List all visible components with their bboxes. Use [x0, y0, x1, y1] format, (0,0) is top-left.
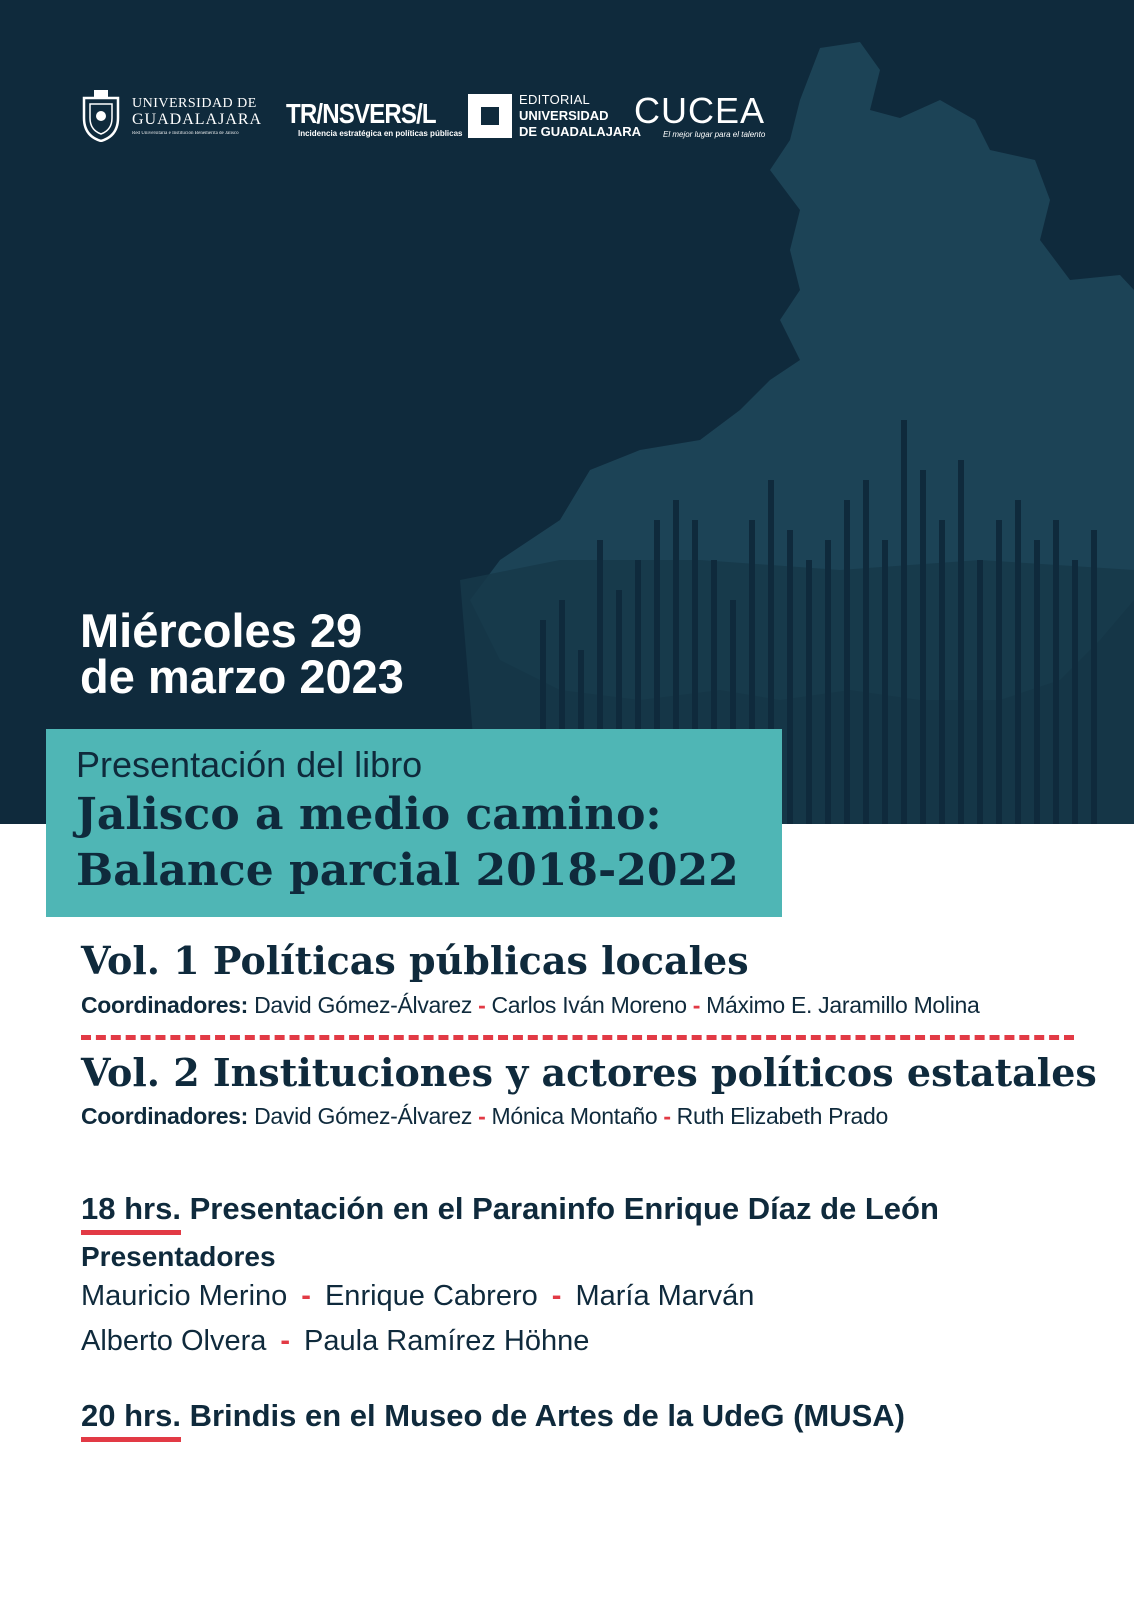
book-title-line2: Balance parcial 2018-2022 [76, 845, 739, 896]
decorative-bar [1034, 540, 1040, 824]
separator-dash: - [663, 1103, 671, 1129]
schedule-time [81, 1398, 181, 1434]
separator-dash: - [478, 1103, 486, 1129]
transversal-logo [286, 86, 463, 146]
dashed-divider [81, 1035, 1074, 1040]
separator-dash: - [301, 1280, 311, 1312]
decorative-bar [882, 540, 888, 824]
presenter-name: Alberto Olvera [81, 1325, 267, 1357]
transversal-logo-tagline: Incidencia estratégica en políticas públicas [298, 129, 463, 138]
presenter-name: Enrique Cabrero [324, 1280, 538, 1312]
volume-2-title: Vol. 2 Instituciones y actores políticos estatales [81, 1050, 1097, 1095]
presenters-heading: Presentadores [81, 1241, 276, 1272]
separator-dash: - [280, 1325, 291, 1357]
cucea-logo-tagline: El mejor lugar para el talento [663, 130, 766, 139]
schedule-description: Presentación en el Paraninfo Enrique Díaz de León [189, 1191, 939, 1226]
coordinators-label: Coordinadores: [81, 992, 249, 1018]
coordinator-name: Ruth Elizabeth Prado [676, 1103, 889, 1129]
coordinator-name: Mónica Montaño [491, 1103, 658, 1129]
coordinator-name: Carlos Iván Moreno [491, 992, 687, 1018]
separator-dash: - [551, 1280, 562, 1312]
decorative-bar [996, 520, 1002, 824]
presenters-row-2 [81, 1325, 589, 1358]
udg-logo-line3: Red Universitaria e Institución Benemérita de Jalisco [132, 131, 239, 136]
cucea-logo-name: CUCEA [634, 90, 766, 131]
editorial-logo-line2: UNIVERSIDAD [519, 108, 609, 123]
cucea-logo [634, 86, 784, 146]
editorial-logo-line1: EDITORIAL [519, 92, 591, 107]
book-title [76, 787, 739, 899]
volume-1-title: Vol. 1 Políticas públicas locales [81, 938, 749, 983]
decorative-bar [920, 470, 926, 824]
decorative-bar [1053, 520, 1059, 824]
transversal-logo-name: TR/NSVERS/L [286, 98, 436, 129]
decorative-bar [863, 480, 869, 824]
coordinators-label: Coordinadores: [81, 1103, 249, 1129]
schedule-time-text: 18 hrs. [81, 1191, 181, 1226]
presenter-name: María Marván [575, 1280, 755, 1312]
decorative-bar [958, 460, 964, 824]
editorial-logo-line3: DE GUADALAJARA [519, 124, 642, 139]
schedule-time-text: 20 hrs. [81, 1398, 181, 1433]
schedule-item-reception [81, 1398, 905, 1434]
schedule-description: Brindis en el Museo de Artes de la UdeG (MUSA) [189, 1398, 905, 1433]
presenter-name: Paula Ramírez Höhne [304, 1325, 590, 1357]
event-date-line1: Miércoles 29 [80, 604, 363, 657]
coordinator-name: David Gómez-Álvarez [254, 1103, 473, 1129]
event-date [80, 604, 520, 703]
event-date-line2: de marzo 2023 [80, 650, 404, 703]
schedule-item-presentation [81, 1191, 939, 1227]
presenter-name: Mauricio Merino [81, 1280, 288, 1312]
book-pretitle: Presentación del libro [76, 744, 423, 785]
decorative-bar [806, 560, 812, 824]
presenters-row-1 [81, 1280, 754, 1313]
decorative-bar [1015, 500, 1021, 824]
coordinator-name: David Gómez-Álvarez [254, 992, 473, 1018]
udg-seal-icon [80, 88, 122, 142]
volume-2-coordinators [81, 1103, 888, 1130]
udg-logo [80, 86, 265, 146]
decorative-bar [1091, 530, 1097, 824]
udg-logo-line2: GUADALAJARA [132, 111, 263, 128]
schedule-time [81, 1191, 181, 1227]
volume-1-coordinators [81, 992, 980, 1019]
separator-dash: - [692, 992, 701, 1018]
coordinator-name: Máximo E. Jaramillo Molina [706, 992, 980, 1018]
book-title-line1: Jalisco a medio camino: [76, 789, 662, 840]
udg-logo-line1: UNIVERSIDAD DE [132, 96, 257, 111]
decorative-bar [1072, 560, 1078, 824]
time-underline [81, 1230, 181, 1235]
decorative-bar [939, 520, 945, 824]
separator-dash: - [478, 992, 486, 1018]
decorative-bar [977, 560, 983, 824]
editorial-square-icon [468, 94, 512, 138]
logo-row [80, 86, 800, 146]
decorative-bar [901, 420, 907, 824]
decorative-bar [844, 500, 850, 824]
book-title-box [46, 729, 782, 917]
decorative-bar [825, 540, 831, 824]
time-underline [81, 1437, 181, 1442]
decorative-bar [787, 530, 793, 824]
editorial-udg-logo [468, 86, 642, 146]
